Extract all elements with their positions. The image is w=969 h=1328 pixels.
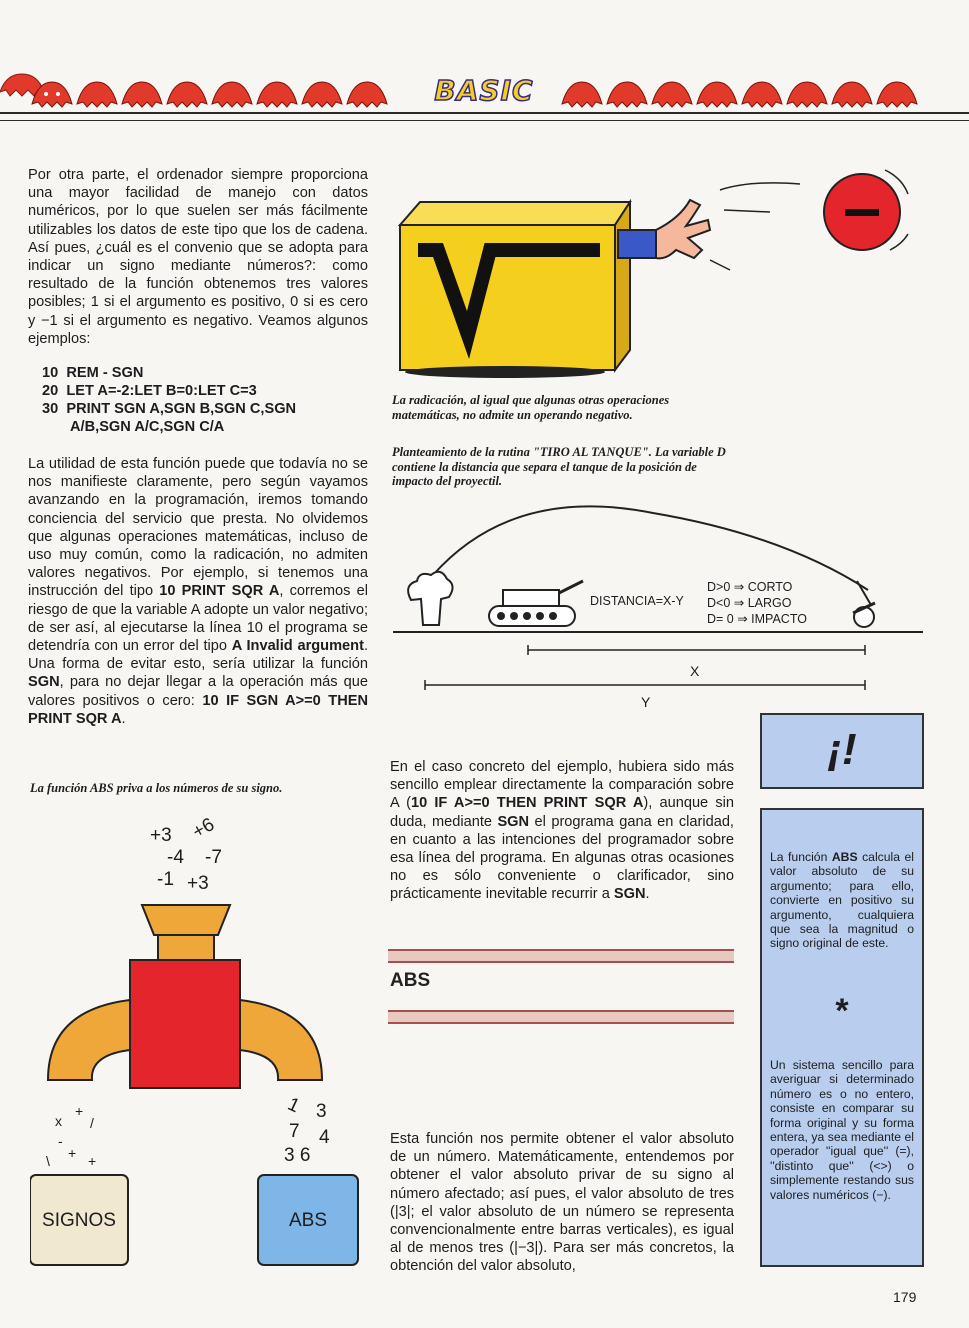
x-label: X bbox=[690, 663, 700, 679]
sidebar-note-abs: La función ABS calcula el valor absoluto de su argumento; para ello, convierte en positivo su argumento, cualquiera que sea la magnitud o signo original de este. bbox=[770, 850, 914, 951]
tank-diagram bbox=[393, 495, 933, 715]
abs-rule-bottom bbox=[388, 1010, 734, 1024]
conditions-block bbox=[707, 579, 807, 627]
exclamation-icon: ¡! bbox=[827, 725, 857, 774]
num-1: 1 bbox=[284, 1093, 303, 1118]
sign-backslash: \ bbox=[46, 1153, 50, 1169]
y-label: Y bbox=[641, 694, 651, 710]
sqr-illustration bbox=[390, 160, 950, 385]
sign-plus: + bbox=[75, 1103, 84, 1119]
sqr-box-svg bbox=[390, 160, 950, 385]
sign-x: x bbox=[55, 1113, 62, 1129]
code-listing bbox=[42, 364, 372, 436]
tank-caption: Planteamiento de la rutina "TIRO AL TANQUE". La variable D contiene la distancia que separa el tanque de la posición de impacto del proyectil. bbox=[392, 445, 726, 488]
sign-plus2: + bbox=[68, 1145, 77, 1161]
invader-row-left bbox=[30, 72, 410, 108]
mid-paragraph: En el caso concreto del ejemplo, hubiera sido más sencillo emplear directamente la comparación sobre A (10 IF A>=0 THEN PRINT SQR A), aunque sin duda, mediante SGN el programa gana en claridad, en cuanto a las intenciones del programador sobre esa línea del programa. En algunas otras ocasiones no es sólo conveniente o clarificador, sino prácticamente inevitable recurrir a SGN. bbox=[390, 759, 734, 903]
abs-figure-caption: La función ABS priva a los números de su signo. bbox=[30, 781, 283, 795]
num-minus4: -4 bbox=[167, 847, 184, 868]
num-3: 3 bbox=[316, 1101, 327, 1122]
num-plus6: +6 bbox=[188, 814, 219, 844]
code-line: A/B,SGN A/C,SGN C/A bbox=[70, 419, 225, 435]
code-line: 30 PRINT SGN A,SGN B,SGN C,SGN bbox=[42, 401, 297, 417]
sidebar-box bbox=[760, 808, 924, 1267]
invaders-right-icon bbox=[560, 72, 940, 108]
header-rule-bottom bbox=[0, 120, 969, 121]
num-minus7: -7 bbox=[205, 847, 222, 868]
distance-label: DISTANCIA=X-Y bbox=[590, 594, 684, 608]
invaders-left-icon bbox=[30, 72, 410, 108]
bin-abs-label: ABS bbox=[288, 1210, 328, 1231]
cond-short: D>0 ⇒ CORTO bbox=[707, 580, 793, 594]
num-plus3: +3 bbox=[150, 825, 172, 846]
sidebar-note-integer: Un sistema sencillo para averiguar si determinado número es o no entero, consiste en comparar su forma original y su forma entera, ya sea mediante el operador ''igual que'' (=), ''distinto que'' (<>) o simplemente restando sus valores numéricos (−). bbox=[770, 1058, 914, 1202]
code-line: 10 REM - SGN bbox=[42, 365, 144, 381]
abs-machine-illustration bbox=[30, 815, 375, 1275]
header-title: BASIC bbox=[434, 74, 534, 107]
num-minus1: -1 bbox=[157, 869, 174, 890]
sign-minus: - bbox=[58, 1133, 63, 1149]
header-rule-top bbox=[0, 112, 969, 114]
num-plus3b: +3 bbox=[187, 873, 209, 894]
sqr-caption: La radicación, al igual que algunas otras operaciones matemáticas, no admite un operando negativo. bbox=[392, 393, 670, 422]
bin-signos-label: SIGNOS bbox=[42, 1210, 116, 1231]
num-36: 3 6 bbox=[284, 1145, 311, 1166]
abs-rule-top bbox=[388, 949, 734, 963]
sidebar-header-box bbox=[760, 713, 924, 789]
abs-heading: ABS bbox=[390, 970, 431, 991]
num-7: 7 bbox=[289, 1121, 300, 1142]
sign-slash: / bbox=[90, 1115, 94, 1131]
code-line: 20 LET A=-2:LET B=0:LET C=3 bbox=[42, 383, 257, 399]
cond-impact: D= 0 ⇒ IMPACTO bbox=[707, 612, 807, 626]
sign-plus3: + bbox=[88, 1153, 97, 1169]
cond-long: D<0 ⇒ LARGO bbox=[707, 596, 792, 610]
left-intro-paragraph: Por otra parte, el ordenador siempre proporciona una mayor facilidad de manejo con datos numéricos, por lo que suelen ser más fácilmente utilizables los datos de este tipo que los de cadena. Así pues, ¿cuál es el convenio que se adopta para indicar un signo mediante números?: como resultado de la función obtenemos tres valores posibles; 1 si el argumento es positivo, 0 si es cero y −1 si el argumento es negativo. Veamos algunos ejemplos: bbox=[28, 167, 368, 347]
num-4: 4 bbox=[319, 1127, 330, 1148]
page-number: 179 bbox=[893, 1289, 917, 1305]
asterisk-icon: * bbox=[835, 992, 849, 1030]
abs-paragraph: Esta función nos permite obtener el valor absoluto de un número. Matemáticamente, entendemos por obtener el valor absoluto privar de su signo al número afectado; así pues, el valor absoluto de tres (|3|; el valor absoluto de un número se representa convencionalmente entre barras verticales), es igual al de menos tres (|−3|). Para ser más concretos, la obtención del valor absoluto, bbox=[390, 1131, 734, 1275]
invader-row-right bbox=[560, 72, 940, 108]
left-paragraph-2: La utilidad de esta función puede que todavía no se nos manifieste claramente, pero según vayamos avanzando en la programación, iremos tomando conciencia del servicio que presta. No olvidemos que algunas operaciones matemáticas, incluso de uso muy común, como la radicación, no admiten valores negativos. Por ejemplo, si tenemos una instrucción del tipo 10 PRINT SQR A, corremos el riesgo de que la variable A adopte un valor negativo; de ser así, al ejecutarse la línea 10 el programa se detendría con un error del tipo A Invalid argument. Una forma de evitar esto, sería utilizar la función SGN, para no dejar llegar a la operación más que valores positivos o cero: 10 IF SGN A>=0 THEN PRINT SQR A. bbox=[28, 456, 369, 727]
